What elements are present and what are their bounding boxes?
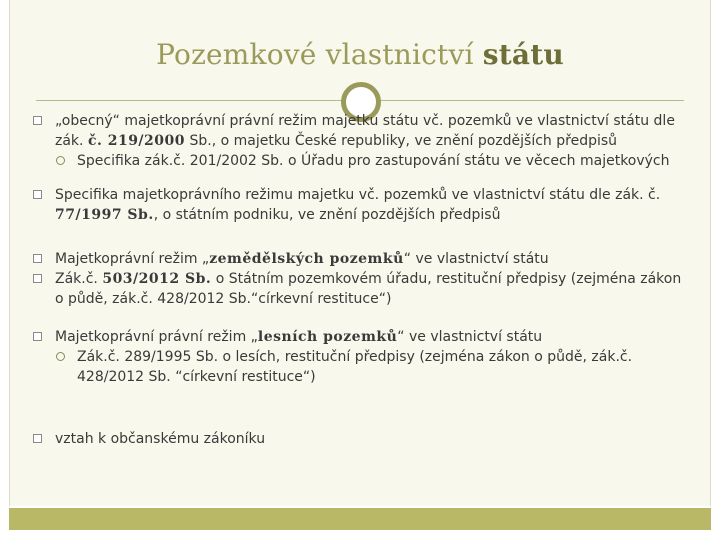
item-text: Sb., o majetku České republiky, ve znění pozdějších předpisů xyxy=(185,133,618,149)
item-text: Zák.č. xyxy=(55,271,103,287)
square-bullet-icon xyxy=(33,332,42,341)
item-emphasis: 503/2012 Sb. xyxy=(102,271,212,287)
item-text: “ ve vlastnictví státu xyxy=(397,329,543,345)
list-item xyxy=(33,429,693,449)
sub-item-text: Specifika zák.č. 201/2002 Sb. o Úřadu pro zastupování státu ve věcech majetkových xyxy=(77,153,670,169)
item-text: , o státním podniku, ve znění pozdějších předpisů xyxy=(153,207,501,223)
item-text: “ ve vlastnictví státu xyxy=(403,251,549,267)
item-emphasis: č. 219/2000 xyxy=(87,133,186,149)
slide-title xyxy=(0,38,720,71)
item-text: Majetkoprávní právní režim „ xyxy=(55,329,258,345)
sub-item-text: Zák.č. 289/1995 Sb. o lesích, restituční předpisy (zejména zákon o půdě, zák.č. 428/2012 Sb. “církevní restituce“) xyxy=(77,349,633,385)
item-text: Specifika majetkoprávního režimu majetku vč. pozemků ve vlastnictví státu dle zák. č. xyxy=(55,187,661,203)
list-item xyxy=(33,249,693,269)
square-bullet-icon xyxy=(33,434,42,443)
title-text: Pozemkové vlastnictví xyxy=(156,38,483,71)
list-item xyxy=(33,269,693,309)
circle-bullet-icon xyxy=(56,156,65,165)
footer-bar xyxy=(9,508,711,530)
list-item xyxy=(33,111,693,151)
circle-bullet-icon xyxy=(56,352,65,361)
item-emphasis: zemědělských pozemků xyxy=(209,251,404,267)
list-item xyxy=(33,185,693,225)
square-bullet-icon xyxy=(33,274,42,283)
item-emphasis: lesních pozemků xyxy=(257,329,398,345)
sub-list-item xyxy=(33,151,693,171)
item-emphasis: 77/1997 Sb. xyxy=(55,207,154,223)
square-bullet-icon xyxy=(33,190,42,199)
list-item xyxy=(33,327,693,347)
bullet-list xyxy=(33,111,693,449)
item-text: o Státním pozemkovém úřadu, restituční předpisy (zejména zákon o půdě, zák.č. 428/2012 Sb.“církevní restituce“) xyxy=(55,271,682,307)
item-text: „obecný“ majetkoprávní právní režim majetku státu vč. pozemků ve vlastnictví státu dle zák. xyxy=(55,113,675,149)
square-bullet-icon xyxy=(33,254,42,263)
square-bullet-icon xyxy=(33,116,42,125)
sub-list-item xyxy=(33,347,693,387)
title-bold-text: státu xyxy=(482,38,564,71)
item-text: vztah k občanskému zákoníku xyxy=(55,431,266,447)
item-text: Majetkoprávní režim „ xyxy=(55,251,210,267)
